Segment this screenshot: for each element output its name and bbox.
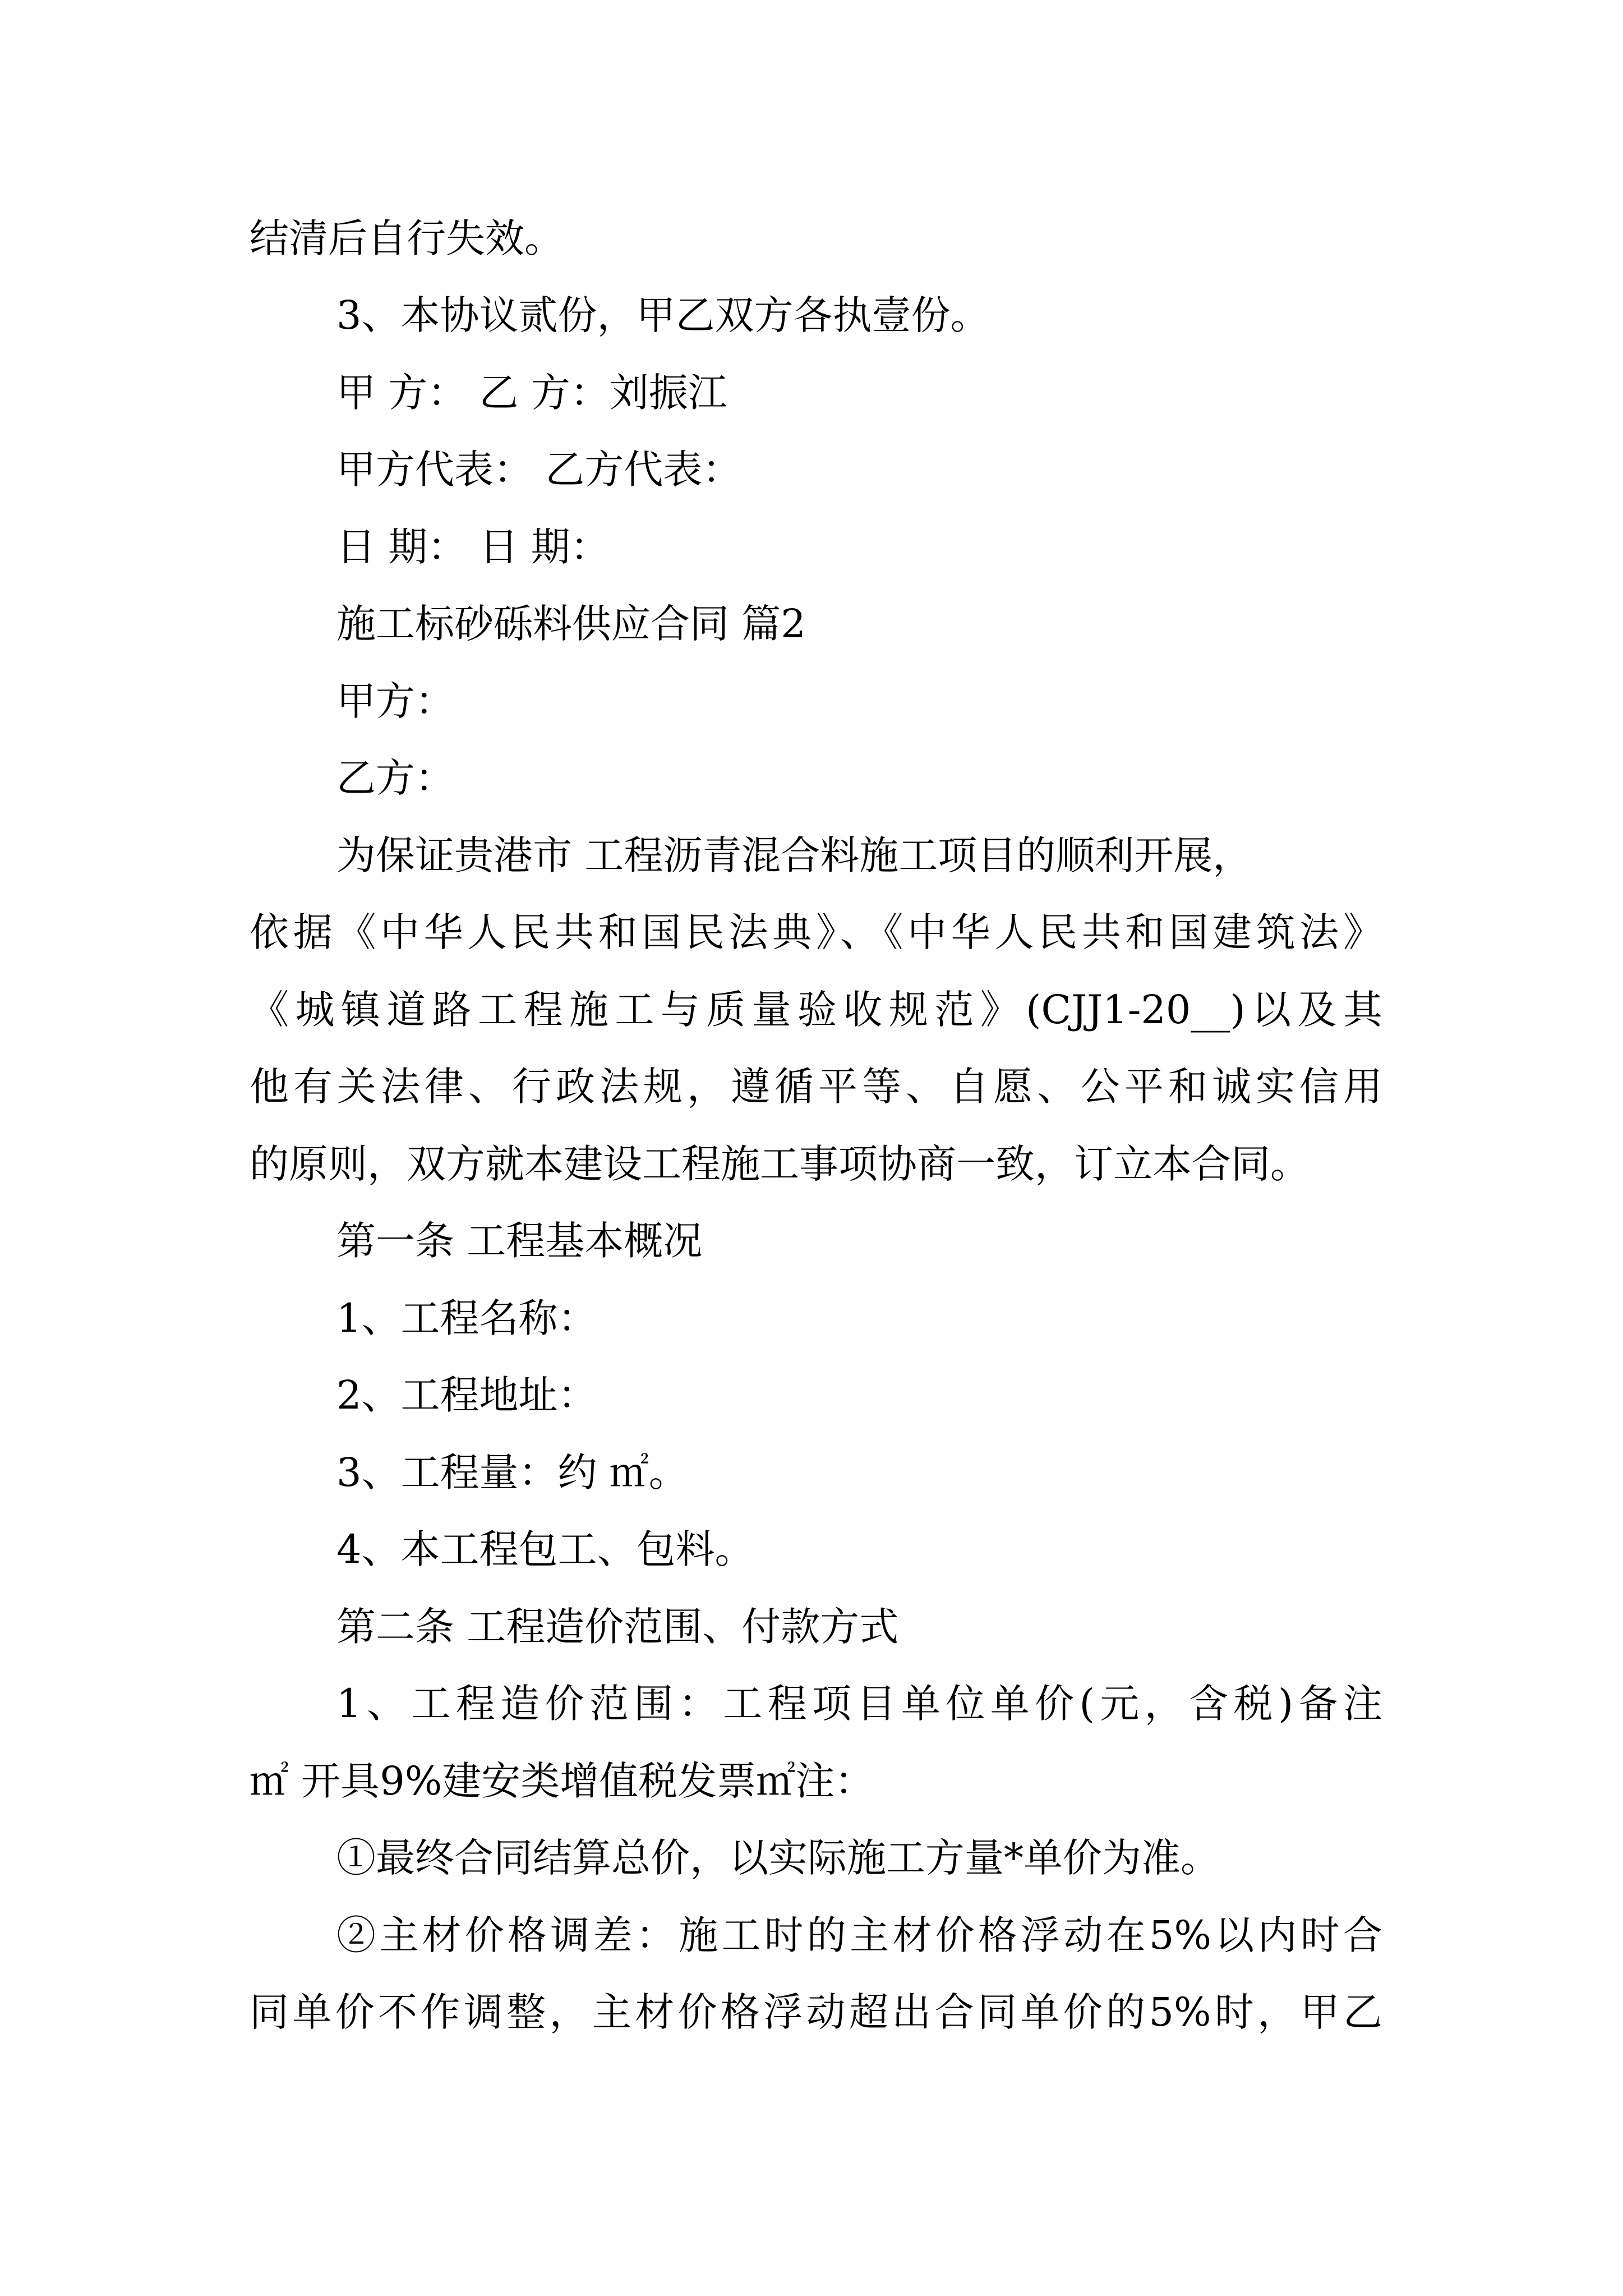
- text-line: 4、本工程包工、包料。: [336, 1526, 754, 1572]
- paragraph-line: 《城镇道路工程施工与质量验收规范》(CJJ1-20__)以及其: [250, 987, 1382, 1033]
- paragraph-line: 的原则，双方就本建设工程施工事项协商一致，订立本合同。: [250, 1141, 1310, 1187]
- text-line: 结清后自行失效。: [250, 215, 564, 261]
- text-line: 日 期： 日 期：: [336, 524, 610, 570]
- paragraph-line: ①最终合同结算总价，以实际施工方量*单价为准。: [336, 1835, 1220, 1881]
- text-line: 2、工程地址：: [336, 1372, 597, 1418]
- text-line: 3、工程量：约 ㎡。: [336, 1450, 688, 1496]
- text-line: 3、本协议贰份，甲乙双方各执壹份。: [336, 292, 990, 338]
- paragraph-line: 依据《中华人民共和国民法典》、《中华人民共和国建筑法》: [250, 909, 1382, 955]
- text-line: 1、工程名称：: [336, 1295, 597, 1341]
- paragraph-line: ㎡ 开具9%建安类增值税发票㎡注：: [250, 1758, 874, 1804]
- section-heading: 施工标砂砾料供应合同 篇2: [336, 601, 806, 647]
- text-line: 甲 方： 乙 方：刘振江: [336, 370, 727, 416]
- text-line: 甲方：: [336, 678, 454, 724]
- paragraph-line: 他有关法律、行政法规，遵循平等、自愿、公平和诚实信用: [250, 1064, 1382, 1110]
- paragraph-line: ②主材价格调差：施工时的主材价格浮动在5%以内时合: [336, 1912, 1382, 1958]
- article-heading: 第一条 工程基本概况: [336, 1218, 703, 1264]
- paragraph-line: 同单价不作调整，主材价格浮动超出合同单价的5%时，甲乙: [250, 1989, 1382, 2035]
- text-line: 甲方代表： 乙方代表：: [336, 447, 742, 493]
- paragraph-line: 为保证贵港市 工程沥青混合料施工项目的顺利开展，: [336, 832, 1252, 878]
- text-line: 乙方：: [336, 755, 454, 801]
- paragraph-line: 1、工程造价范围：工程项目单位单价(元，含税)备注: [336, 1681, 1382, 1727]
- article-heading: 第二条 工程造价范围、付款方式: [336, 1604, 899, 1650]
